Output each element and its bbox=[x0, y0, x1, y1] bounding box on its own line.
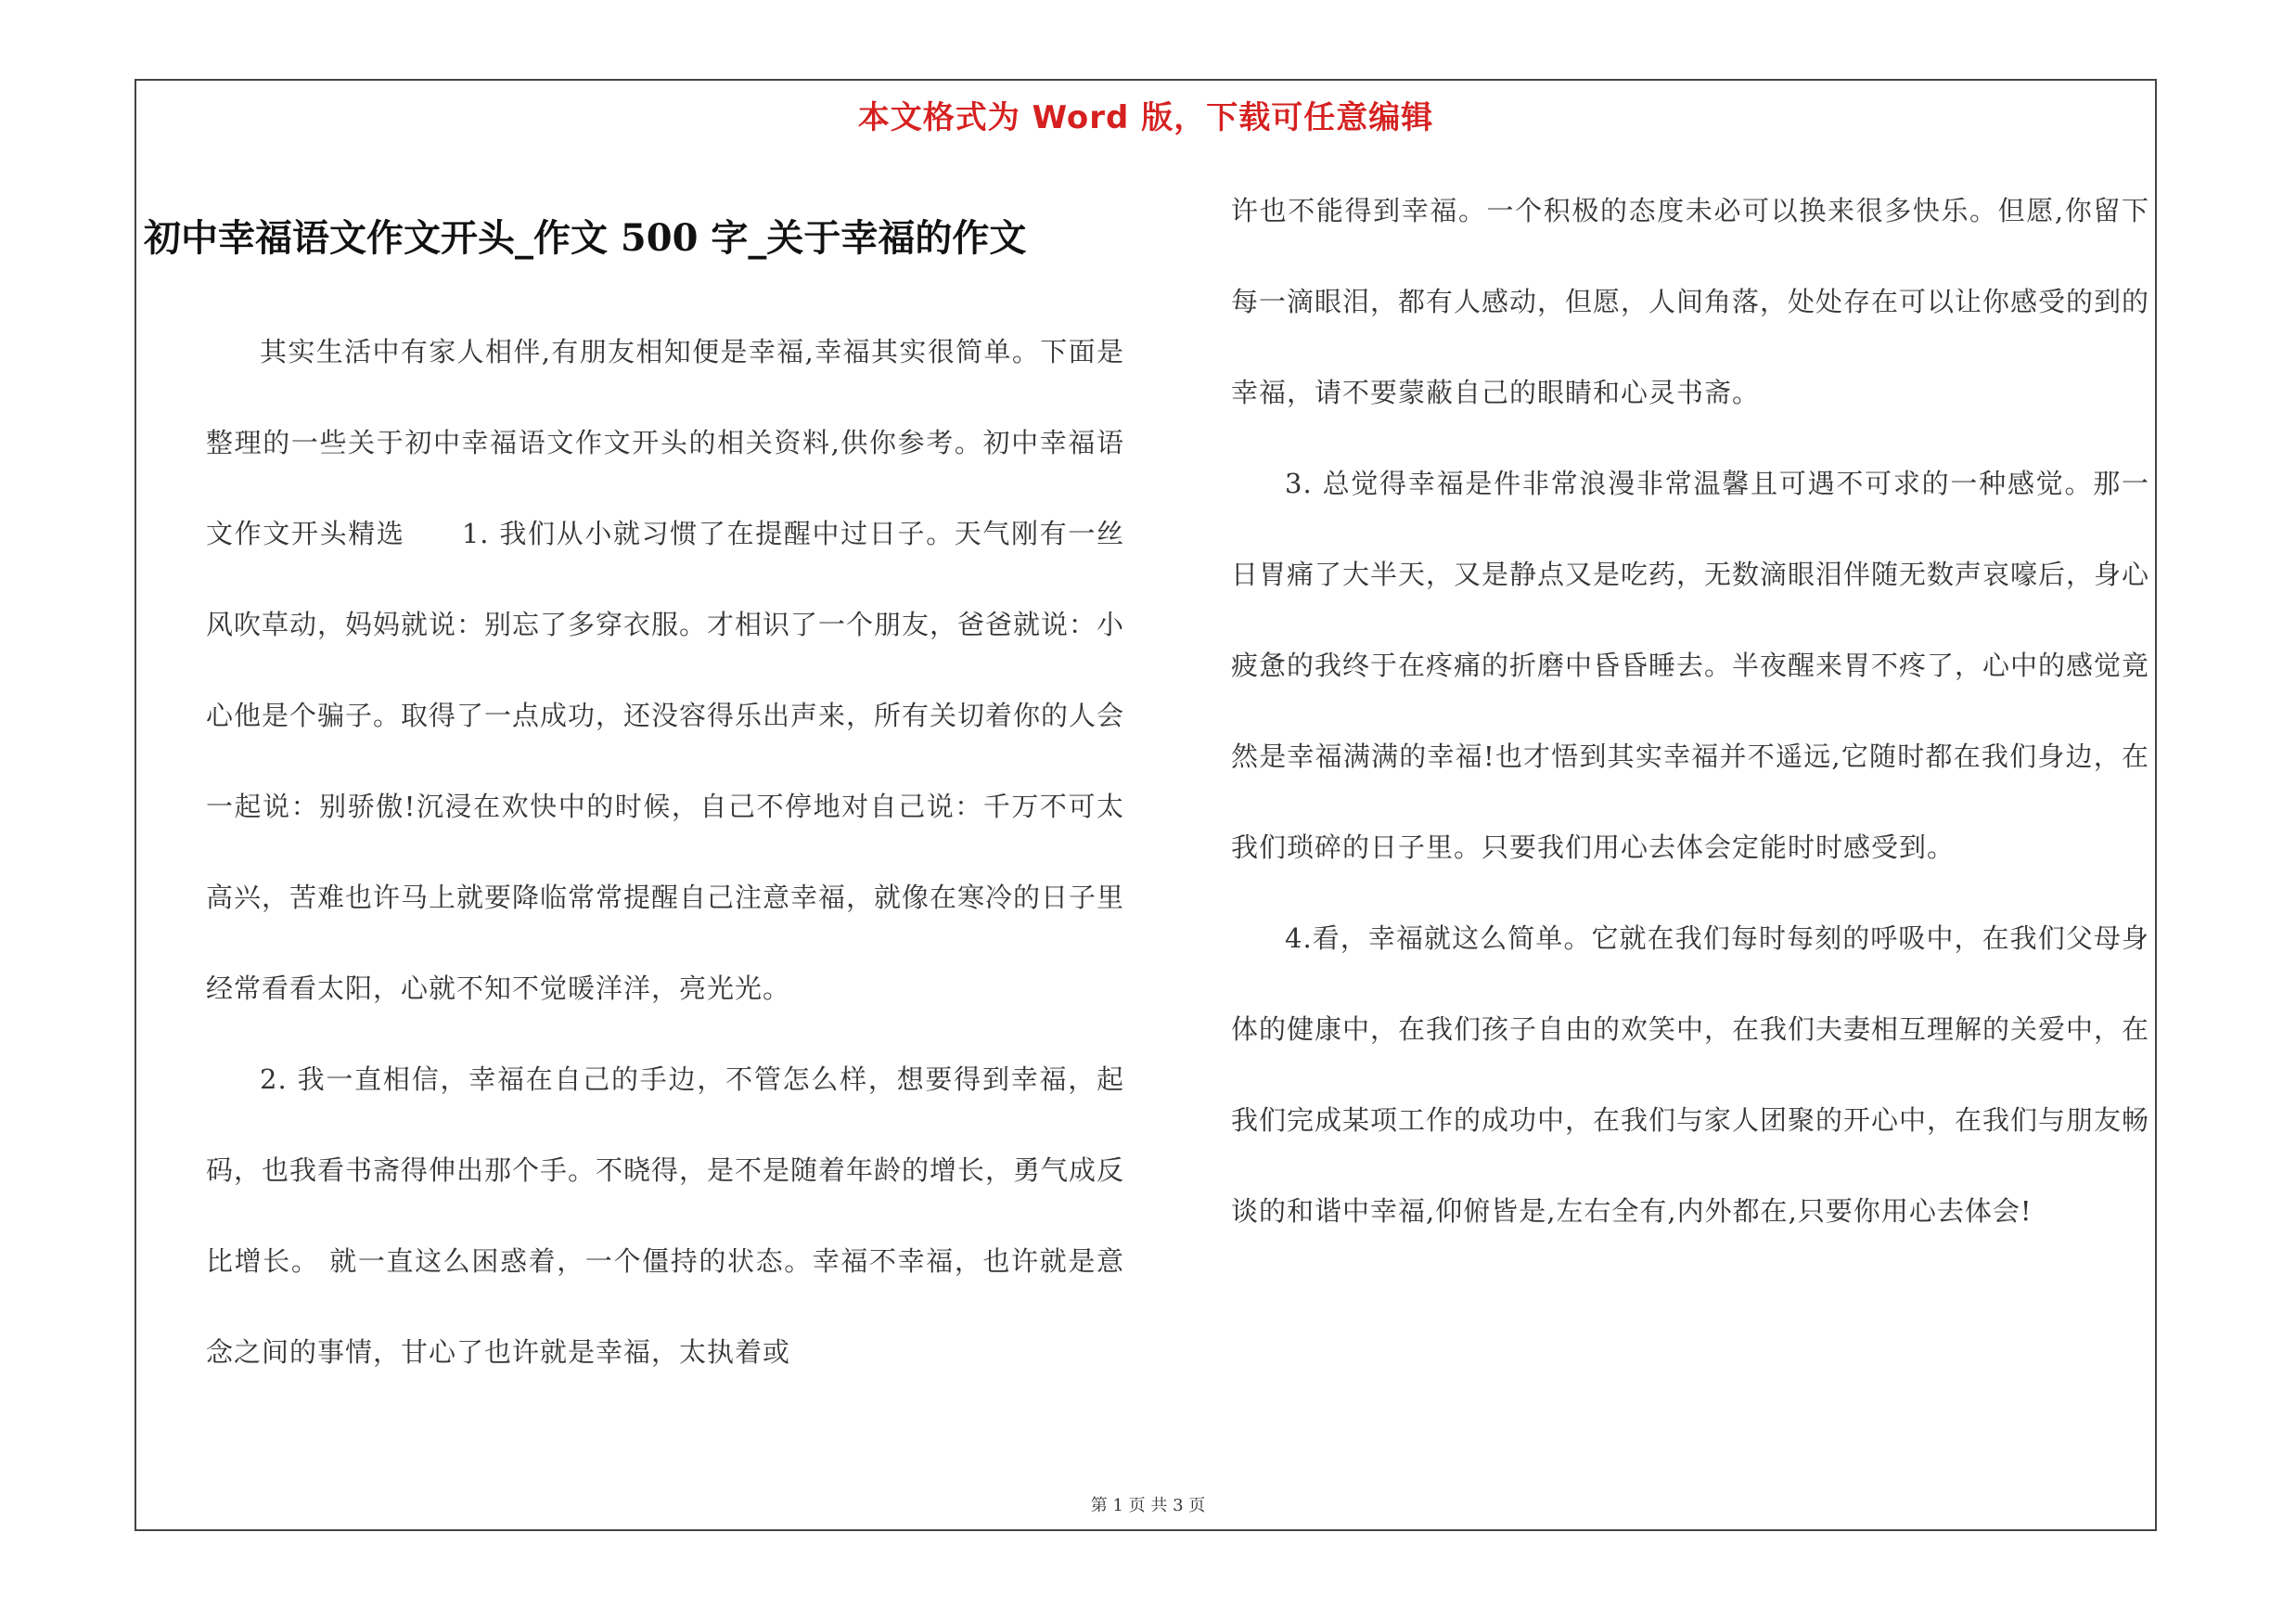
format-banner: 本文格式为 Word 版，下载可任意编辑 bbox=[857, 99, 1434, 136]
paragraph: 2. 我一直相信，幸福在自己的手边，不管怎么样，想要得到幸福，起码，也我看书斋得伸出那个手。不晓得，是不是随着年龄的增长，勇气成反比增长。 就一直这么困惑着，一个僵持的状态。幸福不幸福，也许就是意念之间的事情，甘心了也许就是幸福，太执着或 bbox=[206, 1063, 1125, 1368]
document-title: 初中幸福语文作文开头_作文 500 字_关于幸福的作文 bbox=[144, 216, 1027, 260]
right-column bbox=[1231, 165, 2149, 1256]
paragraph: 3. 总觉得幸福是件非常浪漫非常温馨且可遇不可求的一种感觉。那一日胃痛了大半天，又是静点又是吃药，无数滴眼泪伴随无数声哀嚎后，身心疲惫的我终于在疼痛的折磨中昏昏睡去。半夜醒来胃不疼了，心中的感觉竟然是幸福满满的幸福!也才悟到其实幸福并不遥远,它随时都在我们身边，在我们琐碎的日子里。只要我们用心去体会定能时时感受到。 bbox=[1231, 468, 2150, 863]
page-number: 第 1 页 共 3 页 bbox=[1090, 1496, 1206, 1515]
paragraph: 4.看，幸福就这么简单。它就在我们每时每刻的呼吸中，在我们父母身体的健康中，在我们孩子自由的欢笑中，在我们夫妻相互理解的关爱中，在我们完成某项工作的成功中，在我们与家人团聚的开心中，在我们与朋友畅谈的和谐中幸福,仰俯皆是,左右全有,内外都在,只要你用心去体会! bbox=[1231, 922, 2150, 1227]
paragraph: 许也不能得到幸福。一个积极的态度未必可以换来很多快乐。但愿,你留下每一滴眼泪，都有人感动，但愿，人间角落，处处存在可以让你感受的到的幸福，请不要蒙蔽自己的眼睛和心灵书斋。 bbox=[1231, 195, 2150, 408]
left-column bbox=[206, 306, 1124, 1398]
paragraph: 其实生活中有家人相伴,有朋友相知便是幸福,幸福其实很简单。下面是整理的一些关于初中幸福语文作文开头的相关资料,供你参考。初中幸福语文作文开头精选 1. 我们从小就习惯了在提醒中过日子。天气刚有一丝风吹草动，妈妈就说：别忘了多穿衣服。才相识了一个朋友，爸爸就说：小心他是个骗子。取得了一点成功，还没容得乐出声来，所有关切着你的人会一起说：别骄傲!沉浸在欢快中的时候，自己不停地对自己说：千万不可太高兴，苦难也许马上就要降临常常提醒自己注意幸福，就像在寒冷的日子里经常看看太阳，心就不知不觉暖洋洋，亮光光。 bbox=[206, 336, 1125, 1004]
